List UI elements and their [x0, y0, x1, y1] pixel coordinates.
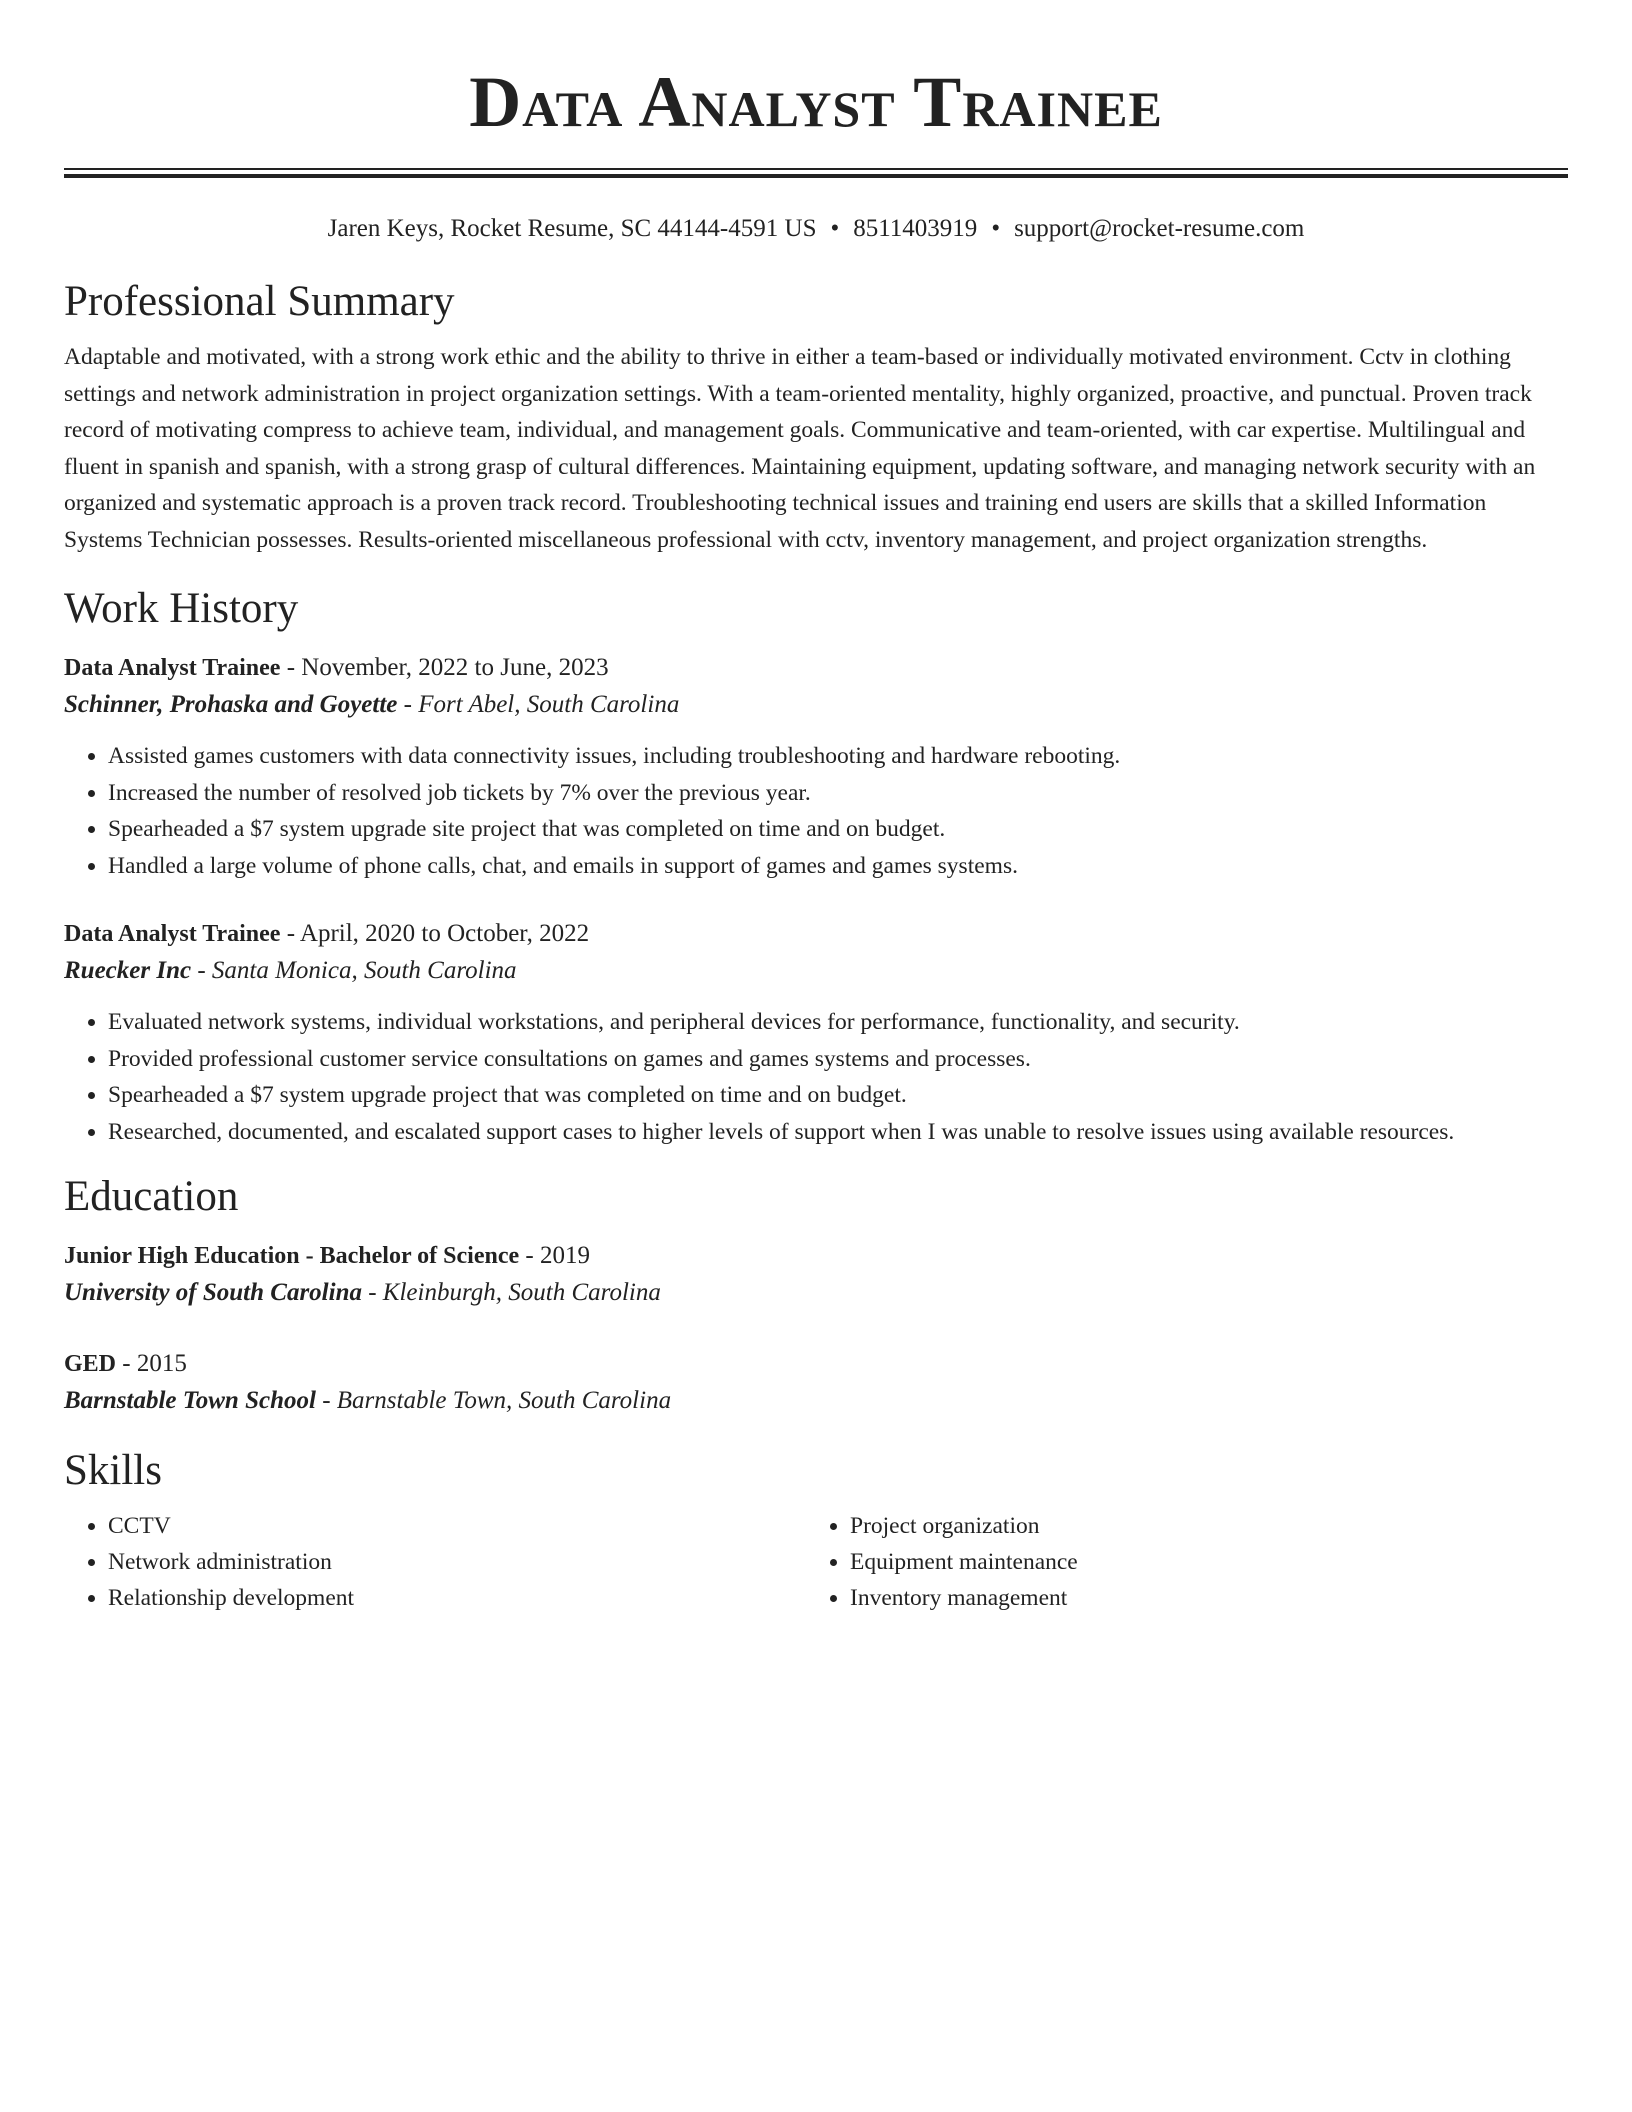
skills-column-right [806, 1508, 1548, 1616]
education-location: - Kleinburgh, South Carolina [368, 1279, 661, 1306]
list-item: • Network administration [108, 1544, 806, 1580]
job-entry [64, 650, 1568, 884]
list-item: • Increased the number of resolved job tickets by 7% over the previous year. [108, 775, 1568, 812]
contact-separator: • [830, 215, 840, 242]
education-entry [64, 1238, 1568, 1312]
education-year: - 2019 [525, 1242, 590, 1269]
contact-email: support@rocket-resume.com [1014, 215, 1305, 242]
summary-heading: Professional Summary [64, 278, 455, 325]
contact-phone: 8511403919 [853, 215, 978, 242]
education-school: Barnstable Town School [64, 1387, 316, 1414]
education-degree: GED [64, 1351, 117, 1377]
job-entry [64, 916, 1568, 1150]
job-title: Data Analyst Trainee [64, 921, 281, 947]
job-dates: - April, 2020 to October, 2022 [286, 920, 590, 947]
summary-text: Adaptable and motivated, with a strong work ethic and the ability to thrive in either a team-based or individually motivated environment. Cctv in clothing settings and network administration in project organization settings. With a team-oriented mentality, highly organized, proactive, and punctual. Proven track record of motivating compress to achieve team, individual, and management goals. Communicative and team-oriented, with car expertise. Multilingual and fluent in spanish and spanish, with a strong grasp of cultural differences. Maintaining equipment, updating software, and managing network security with an organized and systematic approach is a proven track record. Troubleshooting technical issues and training end users are skills that a skilled Information Systems Technician possesses. Results-oriented miscellaneous professional with cctv, inventory management, and project organization strengths. [64, 344, 1536, 553]
job-company: Schinner, Prohaska and Goyette [64, 691, 398, 718]
job-company: Ruecker Inc [64, 957, 192, 984]
job-title-line [64, 650, 1568, 686]
contact-address: Jaren Keys, Rocket Resume, SC 44144-4591 US [327, 215, 817, 242]
education-school-line [64, 1382, 1568, 1420]
education-school: University of South Carolina [64, 1279, 362, 1306]
education-degree-line [64, 1238, 1568, 1274]
list-item: • Project organization [850, 1508, 1548, 1544]
education-degree: Junior High Education - Bachelor of Science [64, 1243, 520, 1269]
list-item: • Handled a large volume of phone calls, chat, and emails in support of games and games systems. [108, 848, 1568, 885]
work-history-section [64, 584, 1568, 1150]
list-item: • Evaluated network systems, individual workstations, and peripheral devices for performance, functionality, and security. [108, 1004, 1568, 1041]
list-item: • Spearheaded a $7 system upgrade project that was completed on time and on budget. [108, 1077, 1568, 1114]
education-school-line [64, 1274, 1568, 1312]
job-title: Data Analyst Trainee [64, 655, 281, 681]
job-bullets [64, 738, 1568, 884]
list-item: • CCTV [108, 1508, 806, 1544]
contact-line [64, 213, 1568, 245]
candidate-name: Data Analyst Trainee [469, 62, 1163, 142]
job-company-line [64, 952, 1568, 990]
job-title-line [64, 916, 1568, 952]
summary-section [64, 277, 1568, 558]
list-item: • Assisted games customers with data connectivity issues, including troubleshooting and hardware rebooting. [108, 738, 1568, 775]
work-history-heading: Work History [64, 585, 299, 632]
job-bullets [64, 1004, 1568, 1150]
job-company-line [64, 686, 1568, 724]
skills-section [64, 1446, 1568, 1616]
contact-separator: • [991, 215, 1001, 242]
list-item: • Inventory management [850, 1580, 1548, 1616]
education-degree-line [64, 1346, 1568, 1382]
skills-grid [64, 1508, 1568, 1616]
job-dates: - November, 2022 to June, 2023 [286, 654, 609, 681]
education-location: - Barnstable Town, South Carolina [322, 1387, 672, 1414]
education-section [64, 1172, 1568, 1420]
title-divider [64, 168, 1568, 178]
list-item: • Researched, documented, and escalated support cases to higher levels of support when I was unable to resolve issues using available resources. [108, 1114, 1568, 1151]
job-location: - Fort Abel, South Carolina [403, 691, 680, 718]
education-heading: Education [64, 1173, 239, 1220]
list-item: • Provided professional customer service consultations on games and games systems and processes. [108, 1041, 1568, 1078]
list-item: • Relationship development [108, 1580, 806, 1616]
skills-column-left [64, 1508, 806, 1616]
education-entry [64, 1346, 1568, 1420]
list-item: • Spearheaded a $7 system upgrade site project that was completed on time and on budget. [108, 811, 1568, 848]
job-location: - Santa Monica, South Carolina [197, 957, 517, 984]
skills-heading: Skills [64, 1447, 162, 1494]
education-year: - 2015 [122, 1350, 187, 1377]
list-item: • Equipment maintenance [850, 1544, 1548, 1580]
